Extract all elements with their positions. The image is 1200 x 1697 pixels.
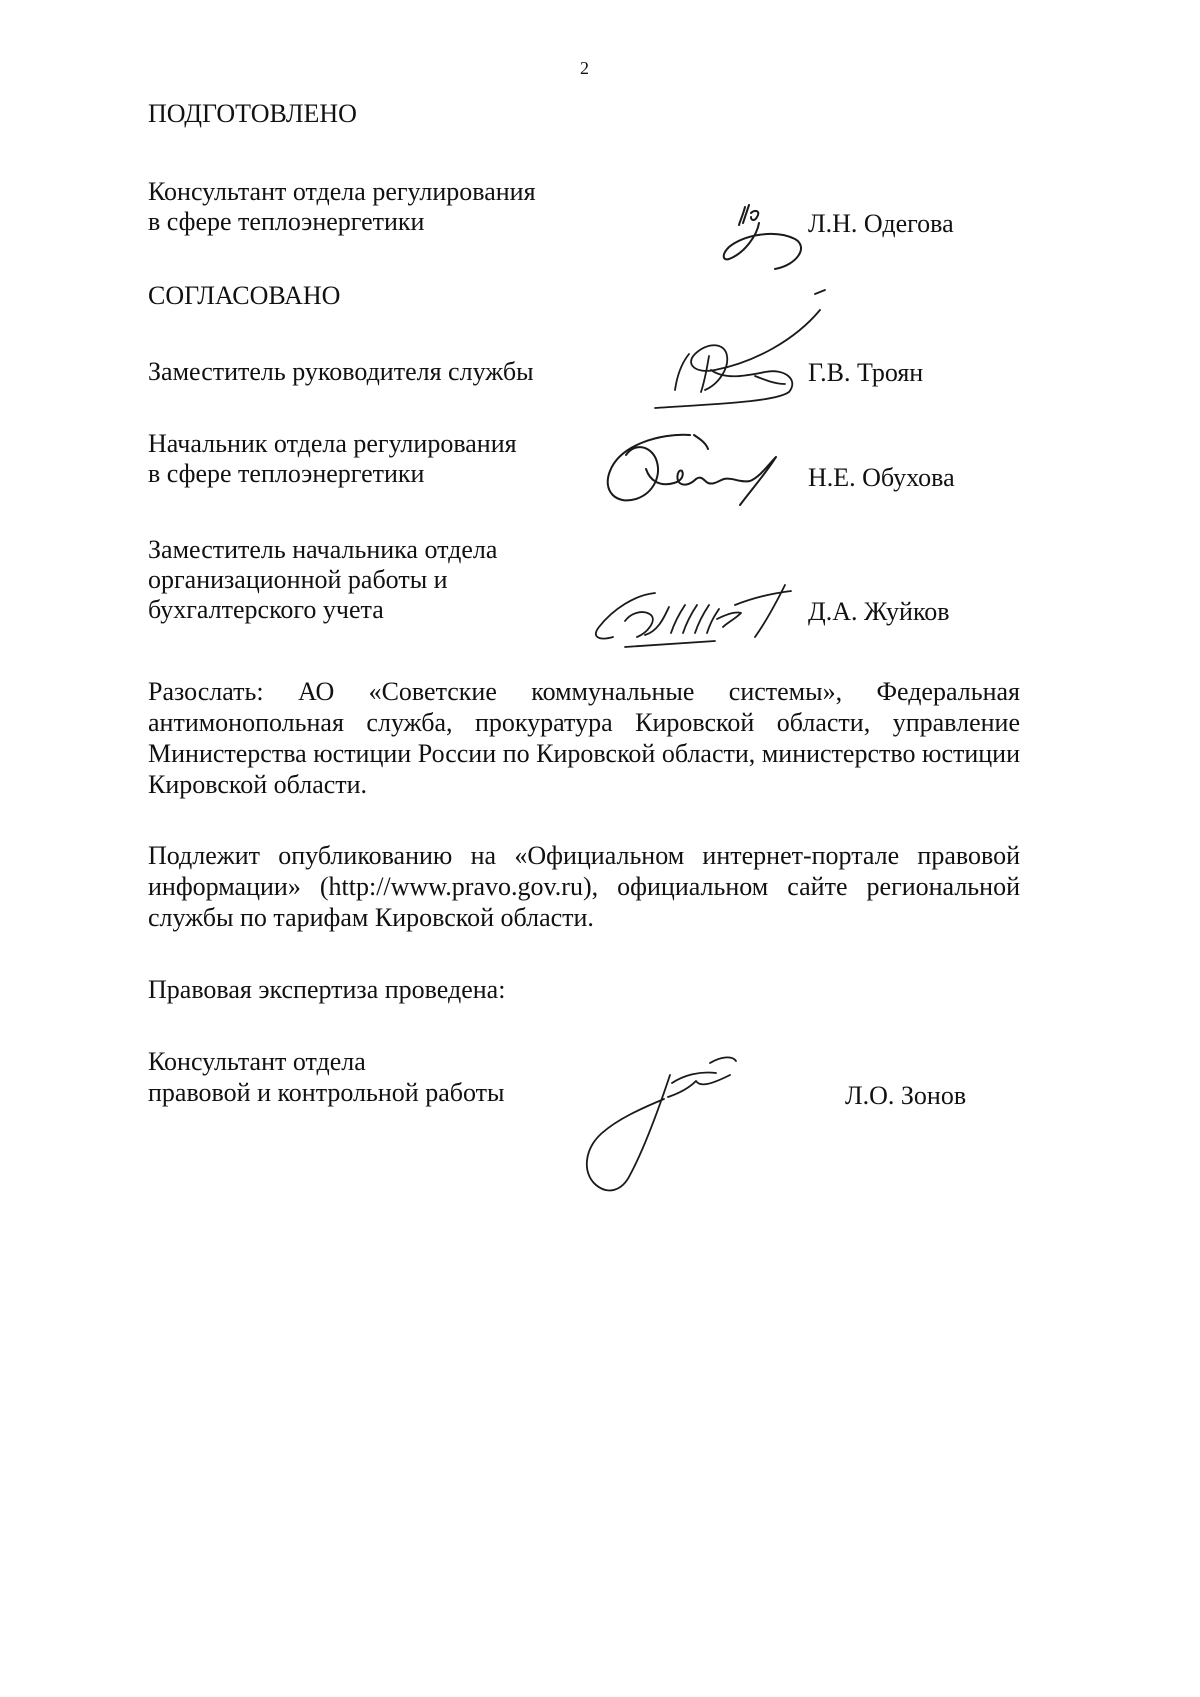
signer-1-name: Г.В. Троян bbox=[808, 358, 924, 387]
publication-paragraph: Подлежит опубликованию на «Официальном интернет-портале правовой информации» (http://www.pravo.gov.ru), официальном сайте региональной службы по тарифам Кировской области. bbox=[148, 841, 1020, 932]
signature-zonov bbox=[560, 1045, 760, 1205]
prepared-heading: ПОДГОТОВЛЕНО bbox=[148, 99, 357, 128]
prepared-name: Л.Н. Одегова bbox=[808, 209, 954, 238]
legal-review-position-line1: Консультант отдела bbox=[148, 1047, 366, 1076]
signer-2-name: Н.Е. Обухова bbox=[808, 463, 955, 492]
signature-zhuykov bbox=[585, 575, 800, 665]
signer-2-position-line1: Начальник отдела регулирования bbox=[148, 429, 517, 458]
signer-3-position-line3: бухгалтерского учета bbox=[148, 595, 384, 624]
distribution-paragraph: Разослать: АО «Советские коммунальные системы», Федеральная антимонопольная служба, прокуратура Кировской области, управление Министерства юстиции России по Кировской области, министерство юстиции Кировской области. bbox=[148, 677, 1020, 799]
page-number: 2 bbox=[580, 58, 589, 78]
signature-odegova bbox=[715, 195, 815, 280]
prepared-position-line2: в сфере теплоэнергетики bbox=[148, 207, 425, 236]
legal-review-heading: Правовая экспертиза проведена: bbox=[148, 975, 506, 1004]
signer-3-name: Д.А. Жуйков bbox=[808, 597, 950, 626]
agreed-heading: СОГЛАСОВАНО bbox=[148, 281, 341, 310]
signer-2-position-line2: в сфере теплоэнергетики bbox=[148, 459, 425, 488]
signer-3-position-line1: Заместитель начальника отдела bbox=[148, 535, 498, 564]
legal-review-name: Л.О. Зонов bbox=[845, 1081, 967, 1110]
prepared-position-line1: Консультант отдела регулирования bbox=[148, 177, 536, 206]
signer-3-position-line2: организационной работы и bbox=[148, 565, 448, 594]
signer-1-position-line1: Заместитель руководителя службы bbox=[148, 357, 534, 386]
legal-review-position-line2: правовой и контрольной работы bbox=[148, 1078, 505, 1107]
signature-obukhova bbox=[590, 425, 790, 515]
signature-troyan bbox=[615, 280, 835, 420]
